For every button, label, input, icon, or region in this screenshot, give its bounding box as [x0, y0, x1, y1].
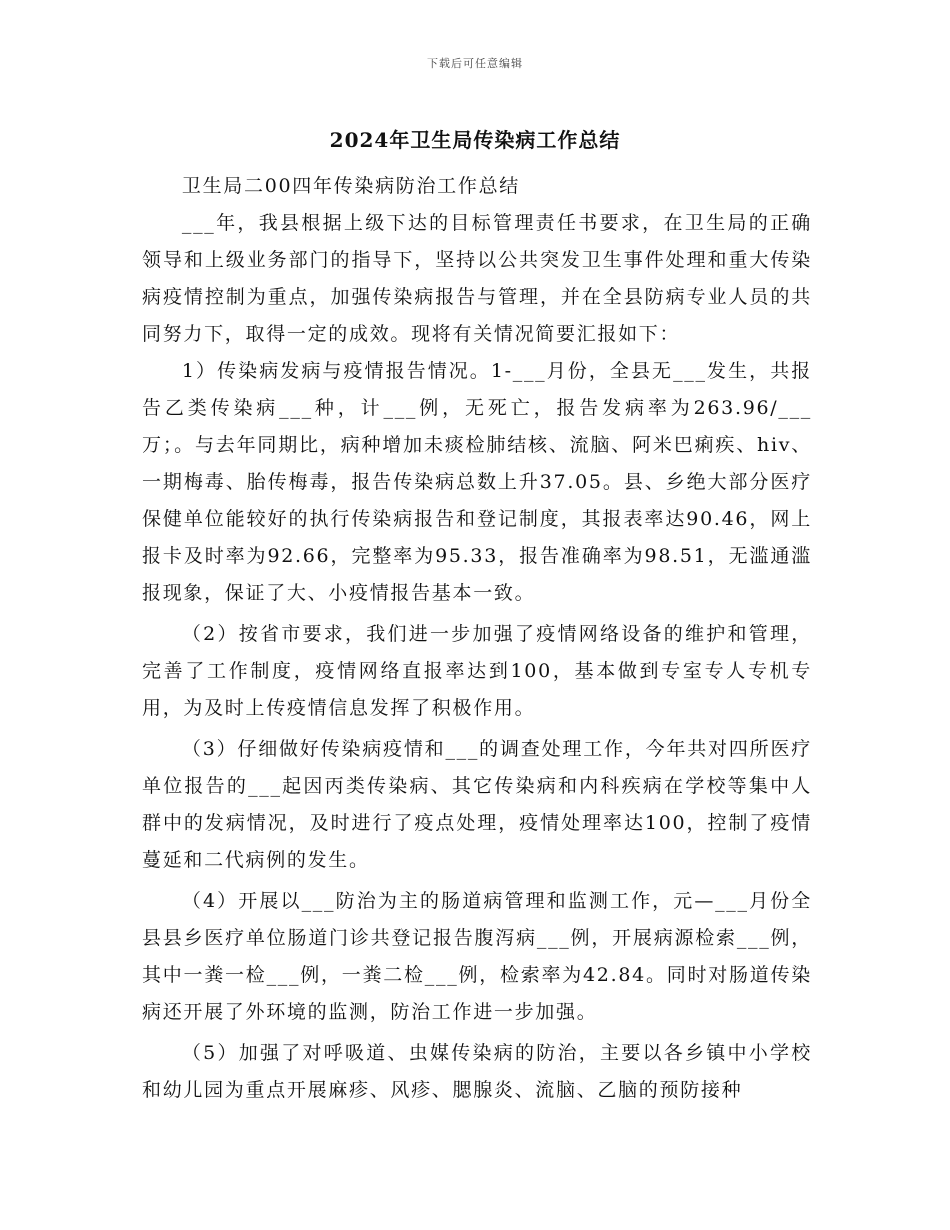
page-header-note: 下载后可任意编辑 — [427, 57, 523, 70]
paragraph-item-4: （4）开展以___防治为主的肠道病管理和监测工作，元—___月份全县县乡医疗单位肠道门诊共登记报告腹泻病___例，开展病源检索___例，其中一粪一检___例，一粪二检___例，检索率为42.84。同时对肠道传染病还开展了外环境的监测，防治工作进一步加强。 — [142, 890, 812, 1023]
document-body — [142, 168, 812, 1109]
paragraph-item-5: （5）加强了对呼吸道、虫媒传染病的防治，主要以各乡镇中小学校和幼儿园为重点开展麻疹、风疹、腮腺炎、流脑、乙脑的预防接种 — [142, 1042, 812, 1101]
document-subtitle: 卫生局二00四年传染病防治工作总结 — [181, 175, 520, 197]
paragraph-item-1: 1）传染病发病与疫情报告情况。1-___月份，全县无___发生，共报告乙类传染病___种，计___例，无死亡，报告发病率为263.96/___万；。与去年同期比，病种增加未痰检肺结核、流脑、阿米巴痢疾、hiv、一期梅毒、胎传梅毒，报告传染病总数上升37.05。县、乡绝大部分医疗保健单位能较好的执行传染病报告和登记制度，其报表率达90.46，网上报卡及时率为92.66，完整率为95.33，报告准确率为98.51，无滥通滥报现象，保证了大、小疫情报告基本一致。 — [142, 360, 812, 604]
paragraph-item-2: （2）按省市要求，我们进一步加强了疫情网络设备的维护和管理，完善了工作制度，疫情网络直报率达到100，基本做到专室专人专机专用，为及时上传疫情信息发挥了积极作用。 — [142, 623, 812, 719]
document-title: 2024年卫生局传染病工作总结 — [329, 128, 621, 152]
paragraph-intro: ___年，我县根据上级下达的目标管理责任书要求，在卫生局的正确领导和上级业务部门的指导下，坚持以公共突发卫生事件处理和重大传染病疫情控制为重点，加强传染病报告与管理，并在全县防病专业人员的共同努力下，取得一定的成效。现将有关情况简要汇报如下： — [142, 212, 812, 345]
paragraph-item-3: （3）仔细做好传染病疫情和___的调查处理工作，今年共对四所医疗单位报告的___起因丙类传染病、其它传染病和内科疾病在学校等集中人群中的发病情况，及时进行了疫点处理，疫情处理率达100，控制了疫情蔓延和二代病例的发生。 — [142, 738, 812, 871]
